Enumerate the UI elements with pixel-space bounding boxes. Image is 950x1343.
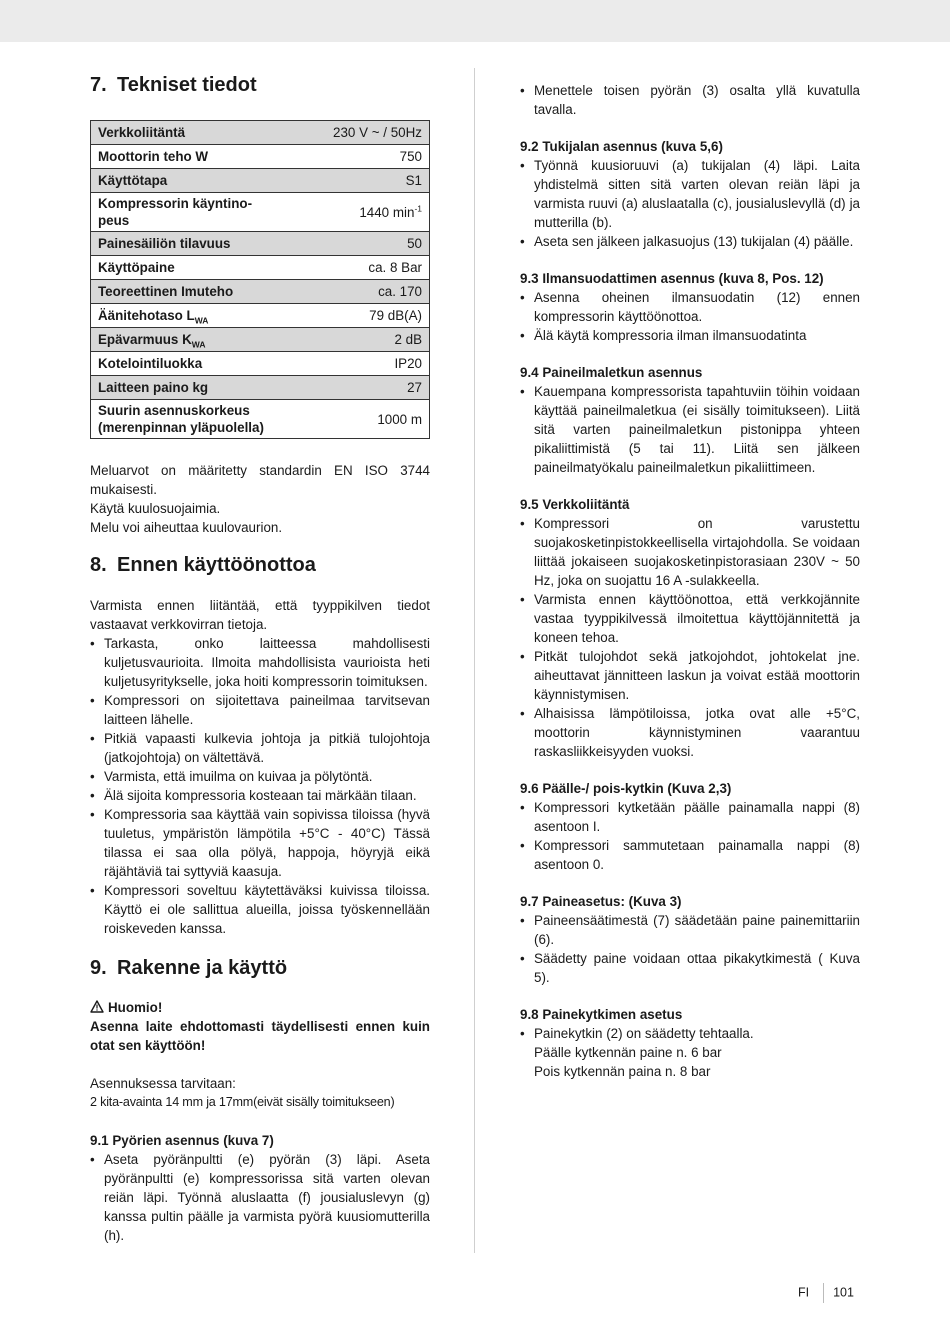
spec-label-text: Painesäiliön tilavuus	[98, 236, 231, 251]
spec-label	[91, 232, 276, 256]
spec-label-text: Verkkoliitäntä	[98, 125, 186, 140]
section-9-4-title: 9.4 Paineilmaletkun asennus	[520, 365, 703, 380]
section-9-6-list	[520, 798, 860, 874]
spec-label-text: Äänitehotaso L	[98, 308, 195, 323]
spec-label	[91, 280, 276, 304]
spec-row	[91, 352, 430, 376]
spec-label-text: Moottorin teho W	[98, 149, 209, 164]
spec-value-text: 79 dB(A)	[369, 308, 422, 323]
spec-value	[275, 304, 430, 328]
list-item: • Kompressori soveltuu käytettäväksi kuivissa tiloissa. Käyttö ei ole sallittua alueilla, joissa työskennellään roiskeveden kanssa.	[90, 881, 430, 938]
section-9-6-title: 9.6 Päälle-/ pois-kytkin (Kuva 2,3)	[520, 781, 732, 796]
spec-value	[275, 121, 430, 145]
spec-row	[91, 304, 430, 328]
spec-value-superscript: -1	[414, 203, 422, 214]
list-item: • Alhaisissa lämpötiloissa, jotka ovat alle +5°C, moottorin käynnistyminen vaarantuu raskasliikkeisyyden vuoksi.	[520, 704, 860, 761]
spec-value	[275, 256, 430, 280]
spec-label-subscript: WA	[194, 315, 209, 326]
spec-row	[91, 145, 430, 169]
warning-title-text: Huomio!	[108, 1000, 163, 1015]
spec-value	[275, 280, 430, 304]
section-9-7-title: 9.7 Paineasetus: (Kuva 3)	[520, 894, 682, 909]
section-8-list	[90, 634, 430, 938]
list-item: • Aseta pyöränpultti (e) pyörän (3) läpi. Aseta pyöränpultti (e) kompressorissa sitä varten olevan reiän läpi. Työnnä aluslaatta (f) jousialuslevyn (g) kanssa pultin päälle ja varmista pyörä kuusiomutterilla (h).	[90, 1150, 430, 1245]
language-code: FI	[798, 1285, 810, 1300]
spec-label	[91, 121, 276, 145]
section-9-8-list	[520, 1024, 860, 1043]
section-9-2-title: 9.2 Tukijalan asennus (kuva 5,6)	[520, 139, 723, 154]
section-8-heading	[90, 552, 430, 578]
left-column	[90, 72, 430, 1245]
section-9-5-list	[520, 514, 860, 761]
section-title: Ennen käyttöönottoa	[117, 554, 316, 576]
spec-label-text: Epävarmuus K	[98, 332, 192, 347]
list-item: • Varmista, että imuilma on kuivaa ja pölytöntä.	[90, 767, 430, 786]
spec-value	[275, 352, 430, 376]
spec-value-text: 230 V ~ / 50Hz	[333, 125, 422, 140]
spec-label-text: Laitteen paino kg	[98, 380, 209, 395]
spec-value-text: 27	[407, 380, 422, 395]
spec-value-text: 750	[399, 149, 422, 164]
noise-standard-text: Meluarvot on määritetty standardin EN ISO 3744 mukaisesti.	[90, 463, 430, 497]
list-item: • Älä sijoita kompressoria kosteaan tai märkään tilaan.	[90, 786, 430, 805]
spec-label-subscript: WA	[191, 339, 206, 350]
spec-row	[91, 400, 430, 439]
top-band	[0, 0, 950, 42]
spec-table	[90, 120, 430, 439]
section-9-8-title: 9.8 Painekytkimen asetus	[520, 1007, 683, 1022]
section-number: 7.	[90, 74, 107, 96]
section-9-3-title: 9.3 Ilmansuodattimen asennus (kuva 8, Pos. 12)	[520, 271, 824, 286]
warning-title	[90, 998, 430, 1017]
spec-label	[91, 304, 276, 328]
list-item: • Työnnä kuusioruuvi (a) tukijalan (4) läpi. Laita yhdistelmä sitten sitä varten olevan reiän läpi ja varmista ruuvi (a) aluslaatalla (c), jousialuslevyllä (d) ja mutterilla (b).	[520, 156, 860, 232]
tools-text: 2 kita-avainta 14 mm ja 17mm(eivät sisälly toimitukseen)	[90, 1095, 395, 1109]
column-divider	[474, 68, 475, 1253]
list-item: • Kauempana kompressorista tapahtuviin töihin voidaan käyttää paineilmaletkua (ei sisälly toimitukseen). Liitä sitä varten paineilmaletkun pistonippa yhteen pikaliittimistä (5 tai 11). Liitä sen jälkeen paineilmatyökalu paineilmaletkun pikaliittimeen.	[520, 382, 860, 477]
right-column	[520, 81, 860, 1081]
spec-label	[91, 376, 276, 400]
spec-value-text: IP20	[394, 356, 422, 371]
spec-value	[275, 376, 430, 400]
spec-value-text: 1440 min	[359, 204, 415, 220]
spec-value-text: ca. 8 Bar	[368, 260, 422, 275]
spec-value-text: 1000 m	[377, 411, 422, 427]
spec-label-text: Kotelointiluokka	[98, 356, 203, 371]
spec-row	[91, 376, 430, 400]
section-9-heading	[90, 955, 430, 981]
spec-label	[91, 193, 276, 232]
warning-triangle-icon	[90, 1000, 104, 1013]
section-9-1-list	[90, 1150, 430, 1245]
spec-label	[91, 256, 276, 280]
spec-value	[275, 193, 430, 232]
spec-label-text: Käyttöpaine	[98, 260, 175, 275]
list-item: • Säädetty paine voidaan ottaa pikakytkimestä ( Kuva 5).	[520, 949, 860, 987]
section-title: Tekniset tiedot	[117, 74, 257, 96]
section-9-7-list	[520, 911, 860, 987]
spec-label-text: Suurin asennuskorkeus (merenpinnan yläpuolella)	[98, 403, 264, 435]
list-item: • Asenna oheinen ilmansuodatin (12) ennen kompressorin käyttöönottoa.	[520, 288, 860, 326]
list-item: • Kompressori kytketään päälle painamalla nappi (8) asentoon I.	[520, 798, 860, 836]
spec-label	[91, 145, 276, 169]
list-item: • Painekytkin (2) on säädetty tehtaalla.	[520, 1024, 860, 1043]
hearing-protection-text: Käytä kuulosuojaimia.	[90, 501, 221, 516]
spec-row	[91, 280, 430, 304]
wheel-continue-list	[520, 81, 860, 119]
list-item: • Tarkasta, onko laitteessa mahdollisesti kuljetusvaurioita. Ilmoita mahdollisista vaurioista heti kuljetusyritykselle, joka hoiti kompressorin toimituksen.	[90, 634, 430, 691]
page-footer	[798, 1283, 854, 1303]
spec-label	[91, 400, 276, 439]
spec-value	[275, 232, 430, 256]
list-item: • Kompressori on varustettu suojakosketinpistokkeellisella virtajohdolla. Se voidaan liittää jokaiseen suojakosketinpistorasiaan 230V ~ 50 Hz, joka on suojattu 16 A -sulakkeella.	[520, 514, 860, 590]
spec-label	[91, 352, 276, 376]
spec-value-text: ca. 170	[378, 284, 422, 299]
footer-separator	[823, 1283, 824, 1303]
switch-on-pressure: Päälle kytkennän paine n. 6 bar	[534, 1045, 722, 1060]
spec-row	[91, 193, 430, 232]
list-item: • Älä käytä kompressoria ilman ilmansuodatinta	[520, 326, 860, 345]
spec-row	[91, 328, 430, 352]
list-item: • Kompressori on sijoitettava paineilmaa tarvitsevan laitteen lähelle.	[90, 691, 430, 729]
section-title: Rakenne ja käyttö	[117, 957, 288, 979]
section-9-5-title: 9.5 Verkkoliitäntä	[520, 497, 630, 512]
spec-row	[91, 256, 430, 280]
section-number: 9.	[90, 957, 107, 979]
spec-row	[91, 121, 430, 145]
spec-value	[275, 169, 430, 193]
list-item: • Pitkät tulojohdot sekä jatkojohdot, johtokelat jne. aiheuttavat jännitteen laskun ja voivat estää moottorin käynnistymisen.	[520, 647, 860, 704]
warning-text: Asenna laite ehdottomasti täydellisesti ennen kuin otat sen käyttöön!	[90, 1019, 430, 1053]
list-item: • Paineensäätimestä (7) säädetään paine painemittariin (6).	[520, 911, 860, 949]
section-9-1-title: 9.1 Pyörien asennus (kuva 7)	[90, 1133, 274, 1148]
spec-row	[91, 169, 430, 193]
spec-row	[91, 232, 430, 256]
spec-value	[275, 400, 430, 439]
list-item: • Kompressoria saa käyttää vain sopivissa tiloissa (hyvä tuuletus, ympäristön lämpötila +5°C - 40°C) Tässä tilassa ei saa olla pölyä, happoja, höyryjä eikä räjähtäviä tai syttyviä kaasuja.	[90, 805, 430, 881]
spec-value	[275, 145, 430, 169]
section-number: 8.	[90, 554, 107, 576]
spec-value	[275, 328, 430, 352]
list-item: • Kompressori sammutetaan painamalla nappi (8) asentoon 0.	[520, 836, 860, 874]
page-number: 101	[833, 1285, 854, 1300]
section-9-3-list	[520, 288, 860, 345]
spec-value-text: S1	[405, 173, 422, 188]
noise-notes	[90, 461, 430, 537]
section-9-2-list	[520, 156, 860, 251]
switch-off-pressure: Pois kytkennän paina n. 8 bar	[534, 1064, 711, 1079]
list-item: • Varmista ennen käyttöönottoa, että verkkojännite vastaa tyyppikilvessä ilmoitettua käyttöjännitettä ja koneen tehoa.	[520, 590, 860, 647]
spec-value-text: 2 dB	[394, 332, 422, 347]
list-item: • Aseta sen jälkeen jalkasuojus (13) tukijalan (4) päälle.	[520, 232, 860, 251]
section-9-4-list	[520, 382, 860, 477]
section-7-heading	[90, 72, 430, 98]
spec-label	[91, 169, 276, 193]
section-8-intro: Varmista ennen liitäntää, että tyyppikilven tiedot vastaavat verkkovirran tietoja.	[90, 598, 430, 632]
tools-label: Asennuksessa tarvitaan:	[90, 1076, 236, 1091]
spec-label-text: Käyttötapa	[98, 173, 168, 188]
list-item: • Menettele toisen pyörän (3) osalta yllä kuvatulla tavalla.	[520, 81, 860, 119]
spec-label-text: Kompressorin käyntinopeus	[98, 196, 253, 228]
spec-value-text: 50	[407, 236, 422, 251]
spec-label-text: Teoreettinen Imuteho	[98, 284, 234, 299]
spec-label	[91, 328, 276, 352]
hearing-damage-text: Melu voi aiheuttaa kuulovaurion.	[90, 520, 283, 535]
list-item: • Pitkiä vapaasti kulkevia johtoja ja pitkiä tulojohtoja (jatkojohtoja) on vältettävä.	[90, 729, 430, 767]
